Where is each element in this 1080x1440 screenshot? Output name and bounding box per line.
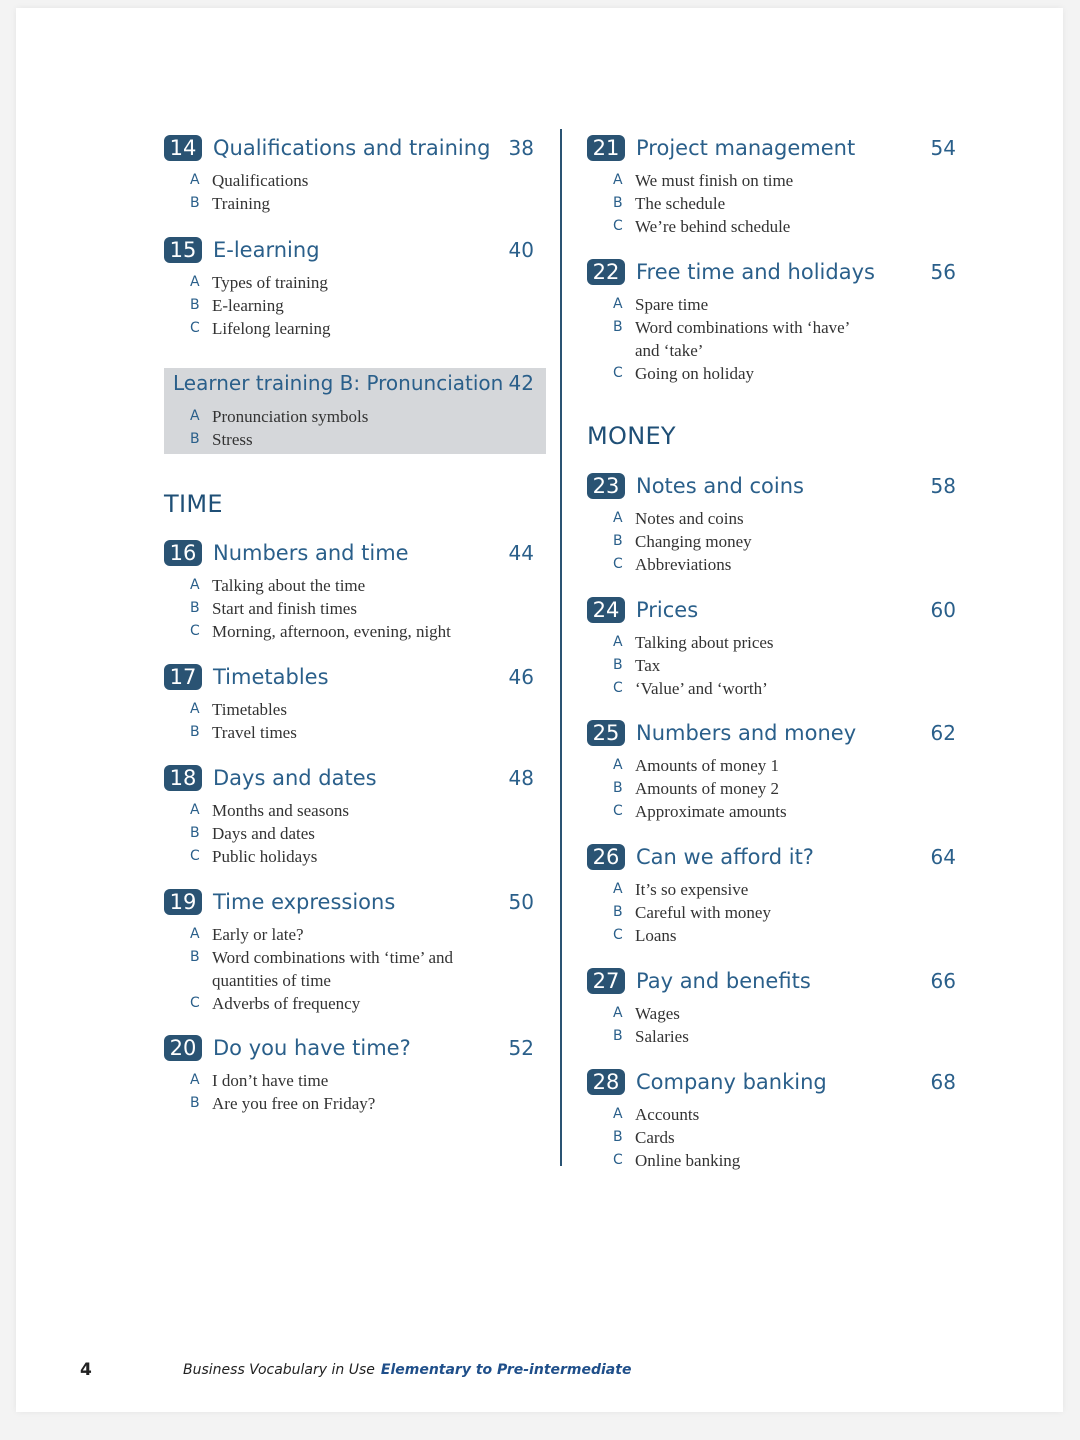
section-text: The schedule (635, 194, 726, 213)
section-text: Types of training (212, 273, 328, 292)
unit-number-badge: 18 (164, 765, 202, 791)
section-item (613, 777, 787, 800)
section-item (613, 1126, 740, 1149)
section-letter: C (190, 995, 200, 1011)
section-text: Careful with money (635, 903, 771, 922)
section-text: Amounts of money 2 (635, 779, 780, 798)
section-text: Going on holiday (635, 364, 754, 383)
unit-number-badge: 16 (164, 540, 202, 566)
section-text: Approximate amounts (635, 802, 787, 821)
unit-page-number: 52 (508, 1036, 534, 1060)
section-item (613, 362, 850, 385)
section-item (190, 799, 349, 822)
footer-page-number: 4 (80, 1360, 92, 1380)
section-text: Months and seasons (212, 801, 349, 820)
unit-number-badge: 15 (164, 237, 202, 263)
unit-page-number: 54 (930, 136, 956, 160)
unit-number-badge: 22 (587, 259, 625, 285)
learner-training-title: Learner training B: Pronunciation (173, 371, 504, 395)
section-item (190, 992, 453, 1015)
unit-sections (190, 923, 453, 1015)
unit-title: Time expressions (213, 890, 396, 914)
section-letter: A (190, 926, 200, 942)
section-item (190, 317, 331, 340)
unit-title: Days and dates (213, 766, 377, 790)
unit-heading[interactable] (164, 539, 409, 567)
section-item (190, 271, 331, 294)
section-item (613, 192, 793, 215)
unit-page-number: 68 (930, 1070, 956, 1094)
section-item (190, 845, 349, 868)
section-item (613, 878, 771, 901)
section-letter: B (190, 195, 200, 211)
unit-number-badge: 23 (587, 473, 625, 499)
section-text: Lifelong learning (212, 319, 331, 338)
unit-title: Notes and coins (636, 474, 804, 498)
section-letter: C (613, 803, 623, 819)
section-letter: B (613, 533, 623, 549)
section-text: Pronunciation symbols (212, 407, 369, 426)
section-letter: C (613, 680, 623, 696)
unit-number-badge: 24 (587, 597, 625, 623)
unit-sections (190, 698, 297, 744)
section-item (613, 654, 774, 677)
unit-number-badge: 14 (164, 135, 202, 161)
unit-heading[interactable] (164, 134, 490, 162)
section-text: Online banking (635, 1151, 741, 1170)
unit-page-number: 46 (508, 665, 534, 689)
unit-sections (613, 169, 793, 238)
section-item (190, 969, 453, 992)
section-letter: C (613, 218, 623, 234)
unit-page-number: 62 (930, 721, 956, 745)
unit-number-badge: 19 (164, 889, 202, 915)
unit-title: E-learning (213, 238, 320, 262)
section-item (613, 316, 850, 339)
section-text: Cards (635, 1128, 675, 1147)
section-letter: B (613, 195, 623, 211)
column-divider (560, 129, 562, 1166)
unit-number-badge: 25 (587, 720, 625, 746)
section-text: ‘Value’ and ‘worth’ (635, 679, 768, 698)
section-item (613, 1002, 689, 1025)
section-text: Timetables (212, 700, 287, 719)
unit-page-number: 60 (930, 598, 956, 622)
unit-title: Project management (636, 136, 856, 160)
unit-number-badge: 28 (587, 1069, 625, 1095)
footer-book-title (183, 1362, 631, 1378)
section-text: Wages (635, 1004, 680, 1023)
section-letter: B (613, 657, 623, 673)
unit-number-badge: 26 (587, 844, 625, 870)
unit-heading[interactable] (587, 1068, 827, 1096)
section-item (613, 800, 787, 823)
section-letter: A (613, 172, 623, 188)
section-item (613, 1025, 689, 1048)
section-letter: A (613, 757, 623, 773)
unit-page-number: 40 (508, 238, 534, 262)
section-letter: B (190, 431, 200, 447)
section-text: Salaries (635, 1027, 689, 1046)
section-letter: A (190, 802, 200, 818)
section-letter: C (613, 556, 623, 572)
unit-heading[interactable] (587, 472, 804, 500)
section-letter: C (613, 927, 623, 943)
section-text: Abbreviations (635, 555, 732, 574)
section-letter: C (613, 1152, 623, 1168)
section-letter: C (613, 365, 623, 381)
unit-sections (613, 878, 771, 947)
section-letter: B (613, 904, 623, 920)
learner-training-page: 42 (508, 371, 534, 395)
unit-heading[interactable] (587, 134, 855, 162)
unit-number-badge: 21 (587, 135, 625, 161)
section-text: Spare time (635, 295, 709, 314)
section-letter: A (613, 510, 623, 526)
unit-title: Timetables (213, 665, 329, 689)
unit-heading[interactable] (587, 967, 811, 995)
section-letter: C (190, 320, 200, 336)
section-item (613, 1149, 740, 1172)
unit-heading[interactable] (587, 596, 698, 624)
section-text: Talking about prices (635, 633, 774, 652)
section-text: We’re behind schedule (635, 217, 791, 236)
section-item (190, 923, 453, 946)
unit-sections (613, 754, 787, 823)
section-item (613, 293, 850, 316)
section-letter: B (190, 825, 200, 841)
learner-training-items (190, 405, 368, 451)
section-text: Qualifications (212, 171, 309, 190)
section-text: I don’t have time (212, 1071, 329, 1090)
unit-title: Free time and holidays (636, 260, 875, 284)
section-text: Days and dates (212, 824, 315, 843)
section-item (190, 946, 453, 969)
section-text: Loans (635, 926, 677, 945)
section-letter: A (190, 701, 200, 717)
section-item (613, 530, 752, 553)
section-item (613, 339, 850, 362)
section-item (190, 428, 368, 451)
section-heading-money: MONEY (587, 422, 676, 450)
section-item (613, 215, 793, 238)
unit-sections (613, 507, 752, 576)
unit-heading[interactable] (587, 719, 856, 747)
section-letter: B (613, 1028, 623, 1044)
section-text: Amounts of money 1 (635, 756, 780, 775)
contents-page (16, 8, 1063, 1412)
unit-title: Company banking (636, 1070, 827, 1094)
unit-number-badge: 17 (164, 664, 202, 690)
section-item (190, 597, 451, 620)
section-item (613, 169, 793, 192)
section-letter (190, 969, 212, 992)
section-text: Public holidays (212, 847, 318, 866)
section-item (190, 169, 308, 192)
unit-sections (190, 169, 308, 215)
section-text: Notes and coins (635, 509, 744, 528)
unit-heading[interactable] (587, 843, 814, 871)
section-text: Morning, afternoon, evening, night (212, 622, 451, 641)
unit-sections (190, 271, 331, 340)
section-text: Training (212, 194, 270, 213)
unit-page-number: 50 (508, 890, 534, 914)
section-letter: A (190, 577, 200, 593)
unit-title: Can we afford it? (636, 845, 814, 869)
section-item (613, 1103, 740, 1126)
unit-title: Qualifications and training (213, 136, 491, 160)
section-item (613, 677, 774, 700)
section-item (190, 620, 451, 643)
section-text: and ‘take’ (635, 341, 704, 360)
section-text: Word combinations with ‘have’ (635, 318, 851, 337)
section-text: Travel times (212, 723, 297, 742)
section-item (190, 822, 349, 845)
unit-sections (613, 1002, 689, 1048)
section-letter: B (190, 297, 200, 313)
unit-page-number: 44 (508, 541, 534, 565)
section-item (613, 754, 787, 777)
section-text: It’s so expensive (635, 880, 749, 899)
section-item (613, 924, 771, 947)
unit-sections (190, 1069, 375, 1115)
section-item (190, 192, 308, 215)
section-letter: B (190, 600, 200, 616)
section-item (190, 721, 297, 744)
section-item (613, 507, 752, 530)
section-letter: B (190, 949, 200, 965)
unit-heading[interactable] (164, 1034, 411, 1062)
section-letter: A (190, 172, 200, 188)
section-letter: C (190, 848, 200, 864)
unit-title: Numbers and time (213, 541, 409, 565)
section-item (190, 405, 368, 428)
section-text: Changing money (635, 532, 752, 551)
unit-page-number: 56 (930, 260, 956, 284)
section-text: Start and finish times (212, 599, 357, 618)
unit-number-badge: 20 (164, 1035, 202, 1061)
unit-title: Do you have time? (213, 1036, 411, 1060)
learner-training-box (164, 368, 546, 454)
section-item (190, 1092, 375, 1115)
unit-sections (613, 1103, 740, 1172)
unit-page-number: 58 (930, 474, 956, 498)
unit-sections (613, 631, 774, 700)
section-text: Talking about the time (212, 576, 366, 595)
unit-heading[interactable] (164, 236, 320, 264)
section-text: Tax (635, 656, 661, 675)
unit-heading[interactable] (164, 764, 377, 792)
unit-heading[interactable] (587, 258, 875, 286)
section-text: Stress (212, 430, 253, 449)
unit-title: Numbers and money (636, 721, 857, 745)
section-item (613, 553, 752, 576)
unit-page-number: 48 (508, 766, 534, 790)
section-letter: A (190, 1072, 200, 1088)
section-text: We must finish on time (635, 171, 794, 190)
unit-page-number: 66 (930, 969, 956, 993)
unit-title: Prices (636, 598, 699, 622)
unit-number-badge: 27 (587, 968, 625, 994)
section-item (190, 1069, 375, 1092)
unit-heading[interactable] (164, 663, 329, 691)
section-item (613, 901, 771, 924)
unit-page-number: 38 (508, 136, 534, 160)
section-item (613, 631, 774, 654)
unit-page-number: 64 (930, 845, 956, 869)
section-letter: A (613, 634, 623, 650)
section-item (190, 698, 297, 721)
section-text: Accounts (635, 1105, 700, 1124)
section-text: Adverbs of frequency (212, 994, 361, 1013)
section-text: quantities of time (212, 971, 331, 990)
unit-sections (613, 293, 850, 385)
section-text: Early or late? (212, 925, 304, 944)
section-letter: B (190, 724, 200, 740)
section-text: Are you free on Friday? (212, 1094, 376, 1113)
footer-subtitle-text: Elementary to Pre-intermediate (380, 1362, 632, 1378)
footer-title-text: Business Vocabulary in Use (183, 1362, 375, 1378)
section-text: Word combinations with ‘time’ and (212, 948, 453, 967)
section-letter: A (613, 1106, 623, 1122)
unit-sections (190, 574, 451, 643)
section-letter: C (190, 623, 200, 639)
section-letter: A (190, 274, 200, 290)
unit-title: Pay and benefits (636, 969, 811, 993)
section-heading-time: TIME (164, 490, 223, 518)
section-letter: B (613, 319, 623, 335)
section-letter: A (613, 296, 623, 312)
section-item (190, 294, 331, 317)
unit-sections (190, 799, 349, 868)
section-letter: A (190, 408, 200, 424)
section-letter: B (613, 780, 623, 796)
section-letter: B (613, 1129, 623, 1145)
section-letter: A (613, 881, 623, 897)
section-text: E-learning (212, 296, 284, 315)
section-letter: A (613, 1005, 623, 1021)
unit-heading[interactable] (164, 888, 395, 916)
section-letter: B (190, 1095, 200, 1111)
section-letter (613, 339, 635, 362)
section-item (190, 574, 451, 597)
